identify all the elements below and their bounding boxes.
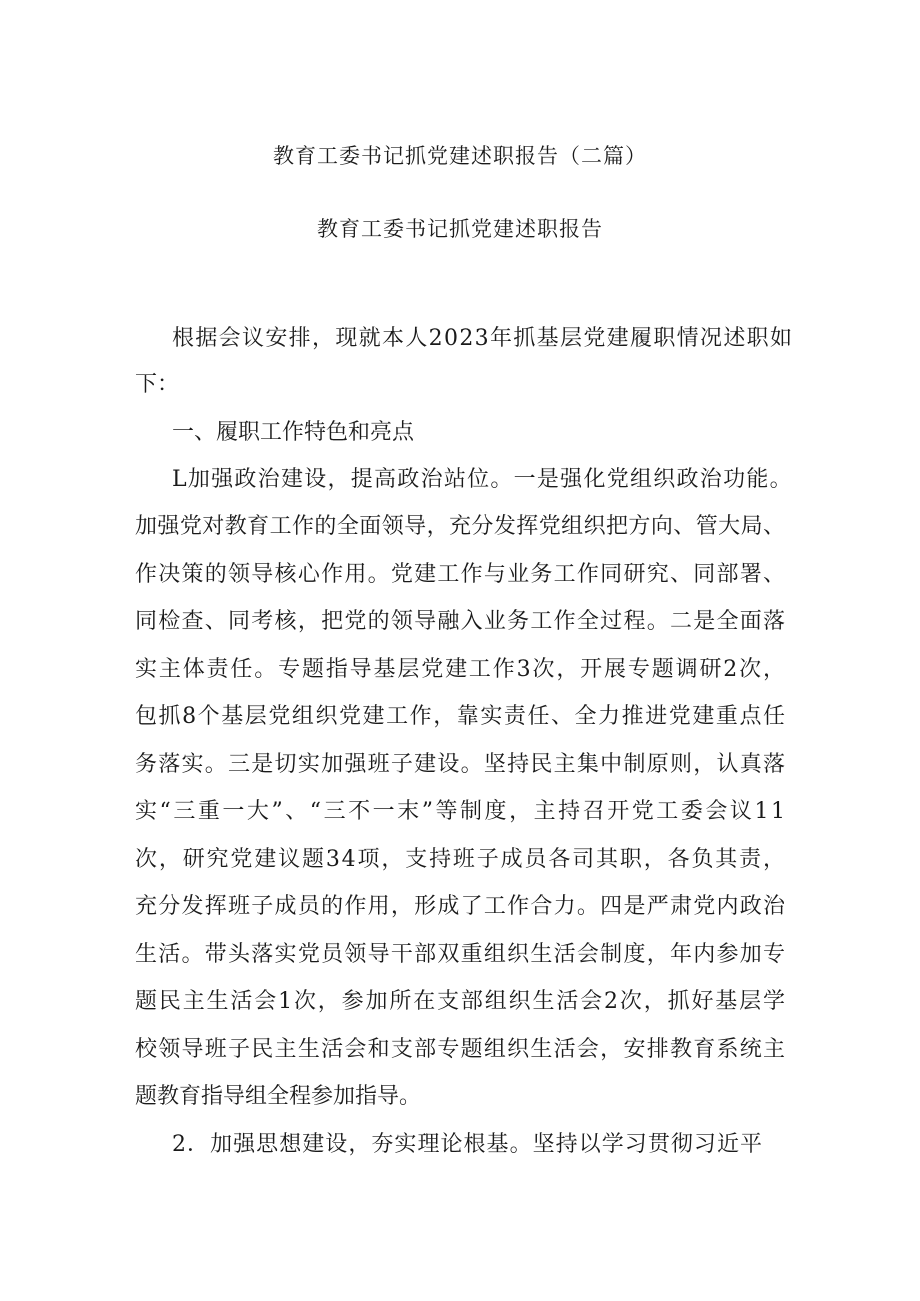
- body-line: 作决策的领导核心作用。党建工作与业务工作同研究、同部署、: [135, 562, 787, 587]
- body-line: L加强政治建设，提高政治站位。一是强化党组织政治功能。: [172, 467, 793, 492]
- body-line: 充分发挥班子成员的作用，形成了工作合力。四是严肃党内政治: [135, 894, 787, 919]
- body-line: 下：: [135, 372, 180, 397]
- section-heading: 一、履职工作特色和亮点: [172, 420, 415, 445]
- body-line: 包抓8个基层党组织党建工作，靠实责任、全力推进党建重点任: [135, 704, 787, 729]
- body-line: 校领导班子民主生活会和支部专题组织生活会，安排教育系统主: [135, 1037, 787, 1062]
- section-heading: 2．加强思想建设，夯实理论根基。坚持以学习贯彻习近平: [172, 1132, 764, 1157]
- body-line: 加强党对教育工作的全面领导，充分发挥党组织把方向、管大局、: [135, 514, 786, 539]
- body-line: 根据会议安排，现就本人2023年抓基层党建履职情况述职如: [172, 326, 794, 351]
- document-title: 教育工委书记抓党建述职报告（二篇）: [273, 144, 647, 168]
- body-line: 生活。带头落实党员领导干部双重组织生活会制度，年内参加专: [135, 942, 787, 967]
- body-line: 同检查、同考核，把党的领导融入业务工作全过程。二是全面落: [135, 609, 787, 634]
- body-line: 次，研究党建议题34项，支持班子成员各司其职，各负其责，: [135, 847, 787, 872]
- body-line: 题教育指导组全程参加指导。: [135, 1084, 422, 1109]
- body-line: 实主体责任。专题指导基层党建工作3次，开展专题调研2次，: [135, 657, 787, 682]
- document-subtitle: 教育工委书记抓党建述职报告: [317, 217, 603, 241]
- body-line: 题民主生活会1次，参加所在支部组织生活会2次，抓好基层学: [135, 989, 787, 1014]
- body-line: 务落实。三是切实加强班子建设。坚持民主集中制原则，认真落: [135, 752, 787, 777]
- body-line: 实“三重一大”、“三不一末”等制度，主持召开党工委会议11: [135, 799, 788, 824]
